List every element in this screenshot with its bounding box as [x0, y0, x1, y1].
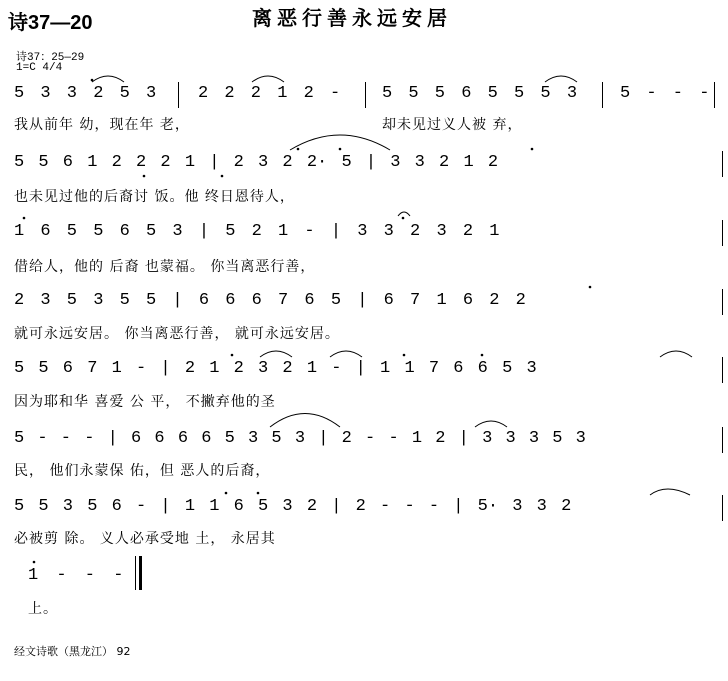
lyrics-row-3: 借给人，他的 后裔 也蒙福。 你当离恶行善， [14, 259, 316, 275]
lyrics-row-2: 也未见过他的后裔讨 饭。他 终日恩待人， [14, 189, 295, 205]
notes-row-6: 5 - - - | 6 6 6 6 5 3 5 3 | 2 - - 1 2 | 3 3 3 5 3 [14, 429, 586, 448]
notes-row-1c: 5 5 5 6 5 5 5 3 [382, 84, 578, 103]
final-barline-thin [135, 556, 136, 590]
lyrics-row-1a: 我从前年 幼，现在年 老， [14, 117, 190, 133]
barline [602, 82, 603, 108]
notes-row-4: 2 3 5 3 5 5 | 6 6 6 7 6 5 | 6 7 1 6 2 2 [14, 291, 526, 310]
octave-dot [589, 286, 592, 289]
lyrics-row-6: 民， 他们永蒙保 佑，但 恶人的后裔， [14, 463, 271, 479]
notes-row-1a: 5 3 3 2 5 3 [14, 84, 157, 103]
octave-dot [225, 492, 228, 495]
slur [545, 76, 577, 82]
octave-dot [339, 148, 342, 151]
octave-dot [33, 561, 36, 564]
verse-reference: 诗37：25—29 [16, 52, 85, 64]
octave-dot [257, 492, 260, 495]
barline [722, 151, 723, 177]
notes-row-3: 1 6 5 5 6 5 3 | 5 2 1 - | 3 3 2 3 2 1 [14, 222, 500, 241]
slur [650, 489, 690, 495]
final-barline-thick [139, 556, 142, 590]
slur [330, 351, 362, 357]
barline [722, 220, 723, 246]
barline [178, 82, 179, 108]
slur [92, 76, 124, 82]
octave-dot [143, 175, 146, 178]
octave-dot [297, 148, 300, 151]
octave-dot [531, 148, 534, 151]
notes-row-5: 5 5 6 7 1 - | 2 1 2 3 2 1 - | 1 1 7 6 6 5 3 [14, 359, 537, 378]
key-signature: 1=C 4/4 [16, 62, 63, 74]
notes-row-7: 5 5 3 5 6 - | 1 1 6 5 3 2 | 2 - - - | 5· 3 3 2 [14, 497, 572, 516]
barline [722, 289, 723, 315]
source-footer: 经文诗歌（黑龙江） 92 [14, 645, 131, 658]
lyrics-row-1c: 却未见过义人被 弃， [382, 117, 523, 133]
lyrics-row-4: 就可永远安居。 你当离恶行善， 就可永远安居。 [14, 326, 340, 342]
slur [660, 351, 692, 357]
lyrics-row-8: 上。 [28, 601, 58, 617]
barline [714, 82, 715, 108]
slur [270, 414, 340, 428]
octave-dot [403, 354, 406, 357]
song-title: 离恶行善永远安居 [252, 6, 452, 30]
notes-row-2: 5 5 6 1 2 2 2 1 | 2 3 2 2· 5 | 3 3 2 1 2 [14, 153, 499, 172]
octave-dot [481, 354, 484, 357]
slur [260, 351, 292, 357]
slur [290, 135, 390, 150]
octave-dot [231, 354, 234, 357]
lyrics-row-5: 因为耶和华 喜爱 公 平， 不撇弃他的圣 [14, 394, 276, 410]
barline [722, 427, 723, 453]
notes-row-8: 1 - - - [28, 566, 124, 585]
lyrics-row-7: 必被剪 除。 义人必承受地 土， 永居其 [14, 531, 276, 547]
octave-dot [402, 217, 405, 220]
barline [722, 495, 723, 521]
notes-row-1b: 2 2 2 1 2 - [198, 84, 341, 103]
notes-row-1d: 5 - - - [620, 84, 710, 103]
octave-dot [221, 175, 224, 178]
octave-dot [23, 217, 26, 220]
slur [475, 421, 507, 427]
slur [252, 76, 284, 82]
barline [365, 82, 366, 108]
fermata [398, 212, 410, 216]
octave-dot [91, 79, 94, 82]
barline [722, 357, 723, 383]
psalm-reference: 诗37—20 [8, 12, 93, 34]
